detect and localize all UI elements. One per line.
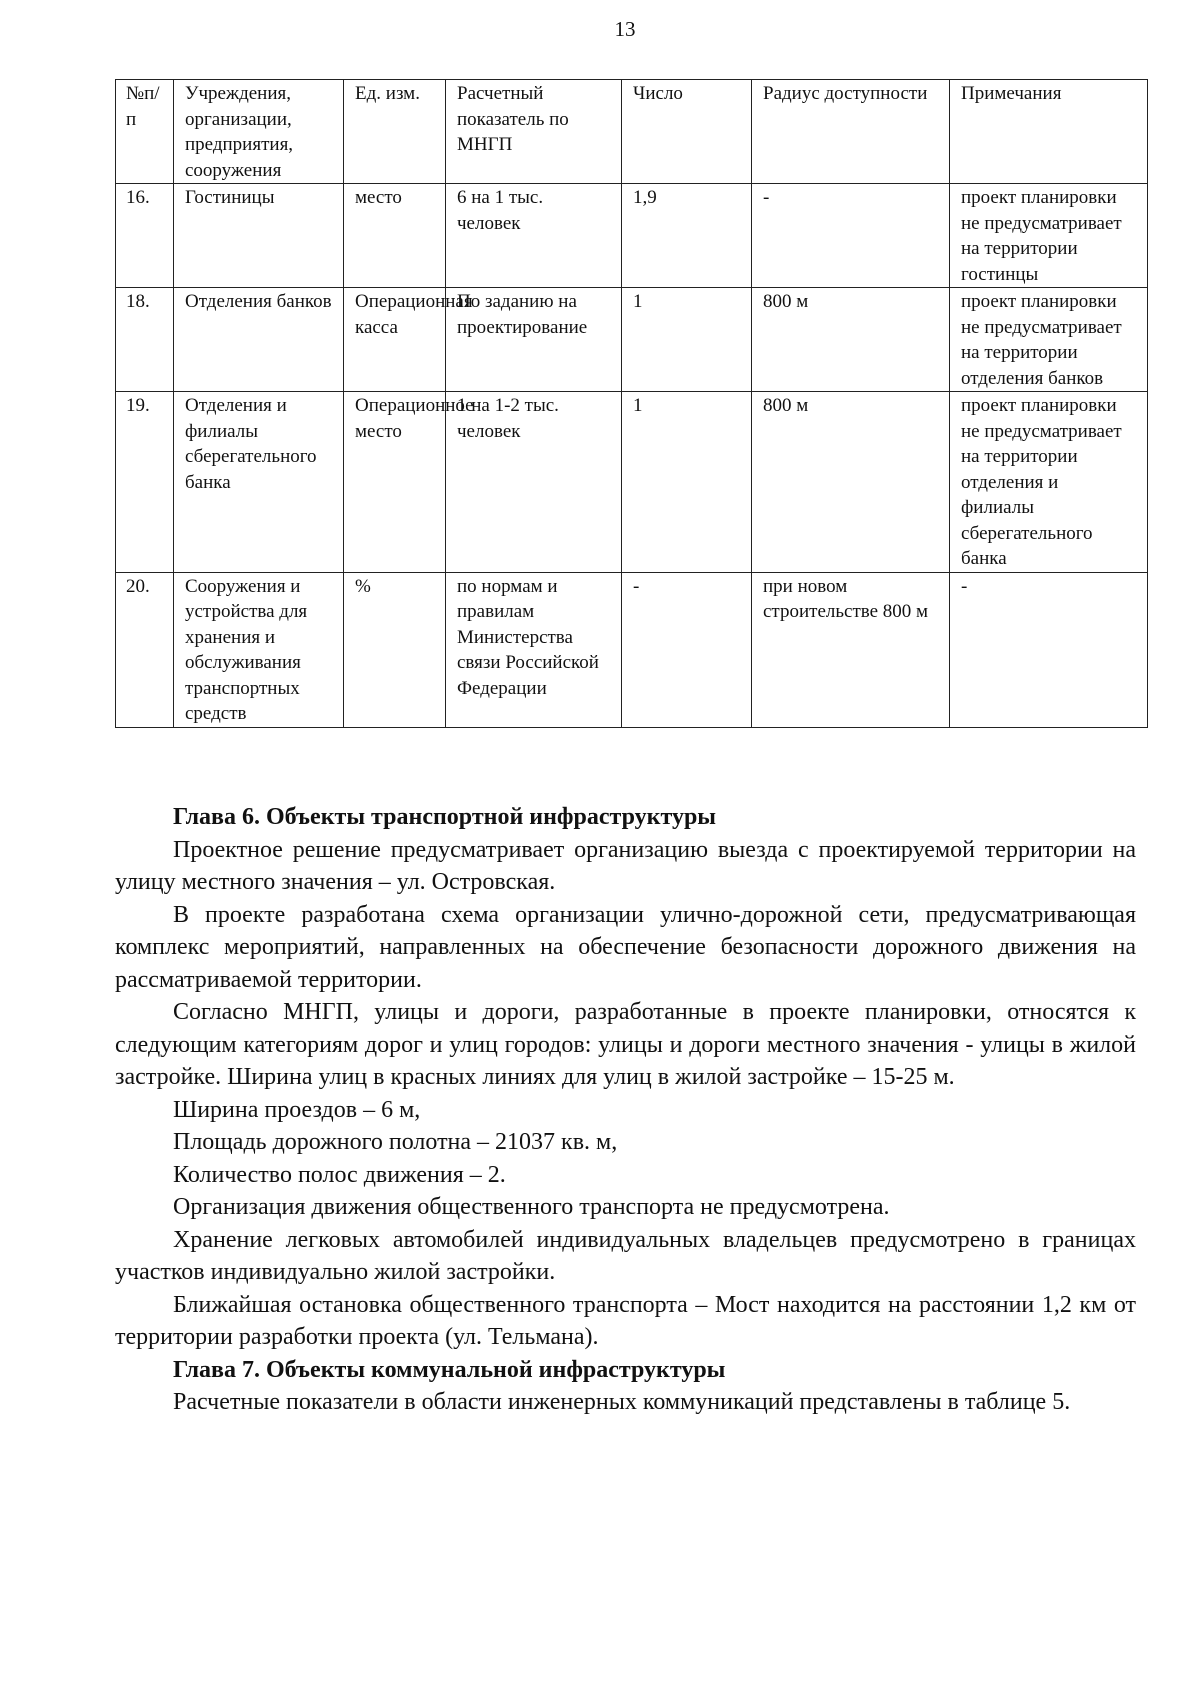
chapter-7-title: Глава 7. Объекты коммунальной инфраструктуры xyxy=(173,1356,726,1383)
cell-name: Отделения банков xyxy=(174,288,344,392)
header-cell: Число xyxy=(622,80,752,184)
cell-unit: Операционное место xyxy=(344,392,446,573)
paragraph: Проектное решение предусматривает организацию выезда с проектируемой территории на улицу местного значения – ул. Островская. xyxy=(115,836,1136,895)
paragraph: Площадь дорожного полотна – 21037 кв. м, xyxy=(173,1129,618,1155)
paragraph: В проекте разработана схема организации улично-дорожной сети, предусматривающая комплекс мероприятий, направленных на обеспечение безопасности дорожного движения на рассматриваемой территории. xyxy=(115,901,1136,993)
cell-unit: место xyxy=(344,184,446,288)
cell-indicator: 1 на 1-2 тыс. человек xyxy=(446,392,622,573)
table-header-row xyxy=(116,80,1148,184)
table-row xyxy=(116,288,1148,392)
facilities-table xyxy=(115,79,1148,728)
cell-count: - xyxy=(622,572,752,727)
paragraph: Расчетные показатели в области инженерных коммуникаций представлены в таблице 5. xyxy=(173,1389,1071,1415)
cell-radius: 800 м xyxy=(752,392,950,573)
cell-radius: 800 м xyxy=(752,288,950,392)
cell-unit: Операционная касса xyxy=(344,288,446,392)
table-row xyxy=(116,572,1148,727)
header-cell: Ед. изм. xyxy=(344,80,446,184)
cell-num: 18. xyxy=(116,288,174,392)
cell-count: 1 xyxy=(622,392,752,573)
cell-num: 16. xyxy=(116,184,174,288)
cell-unit: % xyxy=(344,572,446,727)
cell-num: 20. xyxy=(116,572,174,727)
paragraph: Хранение легковых автомобилей индивидуальных владельцев предусмотрено в границах участков индивидуально жилой застройки. xyxy=(115,1226,1136,1285)
header-cell: Расчетный показатель по МНГП xyxy=(446,80,622,184)
header-cell: Примечания xyxy=(950,80,1148,184)
header-cell: №п/п xyxy=(116,80,174,184)
cell-note: проект планировки не предусматривает на территории отделения и филиалы сберегательного банка xyxy=(950,392,1148,573)
page-number: 13 xyxy=(614,17,636,41)
table-row xyxy=(116,392,1148,573)
cell-count: 1,9 xyxy=(622,184,752,288)
header-cell: Радиус доступности xyxy=(752,80,950,184)
cell-radius: при новом строительстве 800 м xyxy=(752,572,950,727)
header-cell: Учреждения, организации, предприятия, сооружения xyxy=(174,80,344,184)
paragraph: Согласно МНГП, улицы и дороги, разработанные в проекте планировки, относятся к следующим категориям дорог и улиц городов: улицы и дороги местного значения - улицы в жилой застройке. Ширина улиц в красных линиях для улиц в жилой застройке – 15-25 м. xyxy=(115,999,1136,1090)
cell-indicator: 6 на 1 тыс. человек xyxy=(446,184,622,288)
document-body xyxy=(115,801,1136,1419)
chapter-6-title: Глава 6. Объекты транспортной инфраструктуры xyxy=(173,804,717,830)
table-row xyxy=(116,184,1148,288)
cell-note: - xyxy=(950,572,1148,727)
cell-name: Сооружения и устройства для хранения и обслуживания транспортных средств xyxy=(174,572,344,727)
paragraph: Ширина проездов – 6 м, xyxy=(173,1096,421,1123)
cell-name: Гостиницы xyxy=(174,184,344,288)
cell-radius: - xyxy=(752,184,950,288)
cell-num: 19. xyxy=(116,392,174,573)
paragraph: Организация движения общественного транспорта не предусмотрена. xyxy=(173,1194,890,1220)
cell-indicator: По заданию на проектирование xyxy=(446,288,622,392)
cell-count: 1 xyxy=(622,288,752,392)
paragraph: Ближайшая остановка общественного транспорта – Мост находится на расстоянии 1,2 км от территории разработки проекта (ул. Тельмана). xyxy=(115,1291,1136,1350)
cell-indicator: по нормам и правилам Министерства связи Российской Федерации xyxy=(446,572,622,727)
cell-note: проект планировки не предусматривает на территории гостинцы xyxy=(950,184,1148,288)
cell-note: проект планировки не предусматривает на территории отделения банков xyxy=(950,288,1148,392)
paragraph: Количество полос движения – 2. xyxy=(173,1161,506,1188)
cell-name: Отделения и филиалы сберегательного банка xyxy=(174,392,344,573)
